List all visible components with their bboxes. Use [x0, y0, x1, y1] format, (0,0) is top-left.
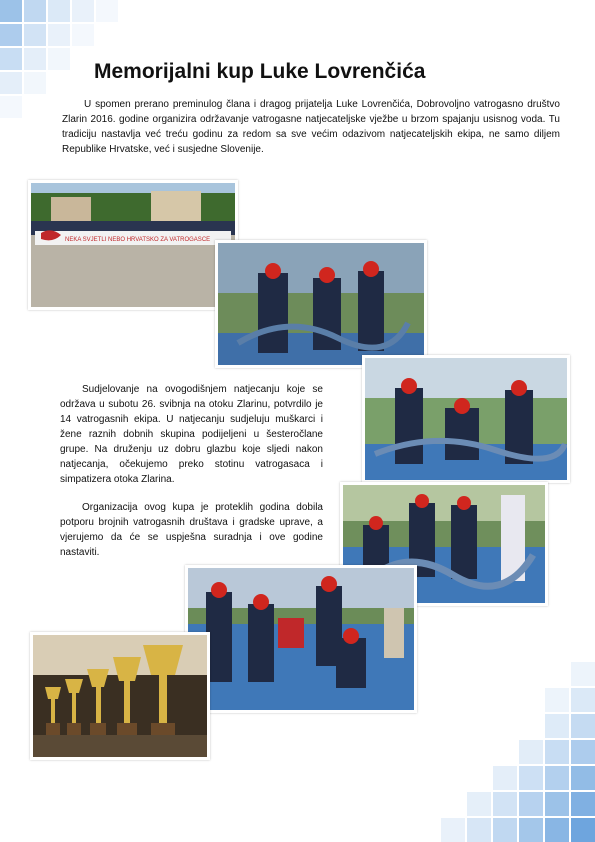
- photo-firefighters-hose-1: [215, 240, 427, 368]
- participation-paragraph: Sudjelovanje na ovogodišnjem natjecanju koje se održava u subotu 26. svibnja na otoku Zlarinu, potvrdilo je 14 vatrogasnih ekipa. U natjecanju sudjeluju muškarci i žene raznih dobnih skupina podijeljeni u šesteročlane grupe. Na druženju uz dobru glazbu koje sljedi nakon natjecanja, očekujemo preko stotinu vatrogasaca i simpatizera otoka Zlarina.: [60, 384, 323, 485]
- banner-text: NEKA SVJETLI NEBO HRVATSKO ZA VATROGASCE: [65, 237, 211, 243]
- photo-firefighters-hose-2: [362, 355, 570, 483]
- photo-firefighters-hose-4: [185, 565, 417, 713]
- intro-paragraph: U spomen prerano preminulog člana i dragog prijatelja Luke Lovrenčića, Dobrovoljno vatrogasno društvo Zlarin 2016. godine organizira održavanje vatrogasne natjecateljske vježbe u brzom spajanju usisnog voda. Tu tradiciju nastavlja već treću godinu za redom sa sve većim odazivom natjecateljskih ekipa, ne samo diljem Republike Hrvatske, već i susjedne Slovenije.: [62, 99, 560, 155]
- photo-trophies: [30, 632, 210, 760]
- page-title: Memorijalni kup Luke Lovrenčića: [94, 60, 426, 83]
- photo-team-banner: [28, 180, 238, 310]
- support-paragraph: Organizacija ovog kupa je proteklih godina dobila potporu brojnih vatrogasnih društava i gradske uprave, a vjerujemo da će se uspješna suradnja i ove godine nastaviti.: [60, 502, 323, 558]
